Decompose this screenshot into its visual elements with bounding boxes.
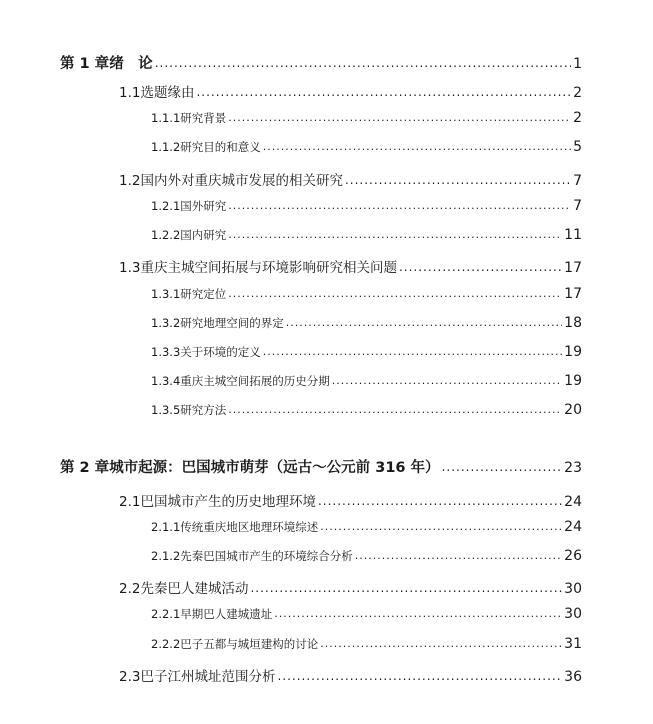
toc-dot-leader bbox=[155, 56, 571, 70]
toc-entry-title: 关于环境的定义 bbox=[180, 345, 261, 359]
toc-dot-leader bbox=[332, 374, 562, 387]
toc-subsection-entry[interactable] bbox=[151, 110, 582, 126]
toc-page-number: 30 bbox=[564, 606, 582, 622]
toc-dot-leader bbox=[228, 403, 562, 416]
toc-entry-title: 研究目的和意义 bbox=[180, 140, 261, 154]
toc-dot-leader bbox=[355, 549, 562, 562]
toc-dot-leader bbox=[196, 85, 571, 99]
toc-entry-number: 2.1.1 bbox=[151, 520, 181, 534]
toc-subsection-entry[interactable] bbox=[151, 139, 582, 155]
toc-subsection-entry[interactable] bbox=[151, 373, 582, 389]
toc-entry-title: 重庆主城空间拓展的历史分期 bbox=[180, 374, 330, 388]
toc-page-number: 1 bbox=[573, 56, 582, 72]
toc-entry-number: 1.3 bbox=[119, 260, 141, 276]
toc-subsection-entry[interactable] bbox=[151, 606, 582, 622]
toc-entry-number: 2.1 bbox=[119, 494, 141, 510]
toc-entry-number: 1.2.1 bbox=[151, 199, 181, 213]
toc-page-number: 7 bbox=[573, 173, 582, 189]
toc-dot-leader bbox=[345, 173, 571, 187]
toc-dot-leader bbox=[286, 316, 562, 329]
toc-entry-number: 1.3.5 bbox=[151, 403, 181, 417]
toc-entry-number: 1.3.1 bbox=[151, 287, 181, 301]
toc-dot-leader bbox=[263, 140, 571, 153]
toc-page-number: 17 bbox=[564, 260, 582, 276]
toc-subsection-entry[interactable] bbox=[151, 548, 582, 564]
toc-page-number: 2 bbox=[573, 110, 582, 126]
toc-section-entry[interactable] bbox=[119, 256, 582, 276]
toc-page-number: 23 bbox=[564, 460, 582, 476]
toc-entry-title: 先秦巴人建城活动 bbox=[140, 581, 249, 597]
toc-subsection-entry[interactable] bbox=[151, 227, 582, 243]
toc-page-number: 19 bbox=[564, 344, 582, 360]
toc-dot-leader bbox=[442, 460, 563, 474]
toc-entry-title: 传统重庆地区地理环境综述 bbox=[180, 520, 319, 534]
toc-entry-title: 早期巴人建城遗址 bbox=[180, 607, 273, 621]
toc-entry-title: 选题缘由 bbox=[140, 85, 195, 101]
toc-entry-title: 国内外对重庆城市发展的相关研究 bbox=[140, 173, 343, 189]
toc-page-number: 30 bbox=[564, 581, 582, 597]
toc-dot-leader bbox=[263, 345, 562, 358]
toc-entry-number: 第 1 章 bbox=[60, 56, 110, 72]
toc-entry-number: 1.2 bbox=[119, 173, 141, 189]
toc-entry-number: 2.1.2 bbox=[151, 549, 181, 563]
toc-entry-number: 2.2.2 bbox=[151, 637, 181, 651]
toc-entry-number: 第 2 章 bbox=[60, 460, 110, 476]
toc-entry-title: 国外研究 bbox=[180, 199, 227, 213]
toc-dot-leader bbox=[250, 581, 562, 595]
toc-page-number: 19 bbox=[564, 373, 582, 389]
toc-entry-title: 研究地理空间的界定 bbox=[180, 316, 284, 330]
toc-section-entry[interactable] bbox=[119, 577, 582, 597]
toc-page-number: 7 bbox=[573, 198, 582, 214]
toc-page-number: 36 bbox=[564, 669, 582, 685]
toc-entry-number: 1.2.2 bbox=[151, 228, 181, 242]
toc-subsection-entry[interactable] bbox=[151, 519, 582, 535]
toc-page-number: 5 bbox=[573, 139, 582, 155]
toc-page-number: 18 bbox=[564, 315, 582, 331]
toc-entry-number: 1.1 bbox=[119, 85, 141, 101]
toc-entry-title: 重庆主城空间拓展与环境影响研究相关问题 bbox=[140, 260, 397, 276]
toc-dot-leader bbox=[228, 287, 562, 300]
toc-entry-title: 城市起源：巴国城市萌芽（远古～公元前 316 年） bbox=[109, 460, 440, 476]
toc-entry-number: 1.3.2 bbox=[151, 316, 181, 330]
toc-page-number: 31 bbox=[564, 636, 582, 652]
toc-entry-number: 1.3.4 bbox=[151, 374, 181, 388]
toc-entry-title: 国内研究 bbox=[180, 228, 227, 242]
toc-subsection-entry[interactable] bbox=[151, 636, 582, 652]
toc-entry-number: 1.3.3 bbox=[151, 345, 181, 359]
toc-page-number: 24 bbox=[564, 494, 582, 510]
toc-entry-title: 巴国城市产生的历史地理环境 bbox=[140, 494, 316, 510]
toc-entry-number: 1.1.2 bbox=[151, 140, 181, 154]
toc-dot-leader bbox=[228, 228, 562, 241]
toc-section-entry[interactable] bbox=[119, 490, 582, 510]
toc-dot-leader bbox=[228, 199, 571, 212]
toc-entry-title: 绪 论 bbox=[109, 56, 153, 72]
toc-subsection-entry[interactable] bbox=[151, 315, 582, 331]
toc-dot-leader bbox=[274, 607, 562, 620]
toc-subsection-entry[interactable] bbox=[151, 198, 582, 214]
toc-entry-title: 巴子江州城址范围分析 bbox=[140, 669, 276, 685]
toc-dot-leader bbox=[399, 260, 562, 274]
toc-dot-leader bbox=[318, 494, 562, 508]
toc-entry-number: 2.2 bbox=[119, 581, 141, 597]
toc-entry-number: 2.2.1 bbox=[151, 607, 181, 621]
toc-chapter-entry[interactable] bbox=[60, 456, 582, 477]
toc-subsection-entry[interactable] bbox=[151, 344, 582, 360]
toc-page-number: 2 bbox=[573, 85, 582, 101]
toc-entry-title: 巴子五都与城垣建构的讨论 bbox=[180, 637, 319, 651]
toc-section-entry[interactable] bbox=[119, 81, 582, 101]
toc-entry-title: 研究定位 bbox=[180, 287, 227, 301]
toc-entry-title: 研究方法 bbox=[180, 403, 227, 417]
toc-entry-number: 2.3 bbox=[119, 669, 141, 685]
toc-dot-leader bbox=[320, 637, 562, 650]
toc-dot-leader bbox=[277, 669, 562, 683]
toc-section-entry[interactable] bbox=[119, 665, 582, 685]
toc-page-number: 17 bbox=[564, 286, 582, 302]
toc-page-number: 11 bbox=[564, 227, 582, 243]
toc-entry-title: 研究背景 bbox=[180, 111, 227, 125]
toc-page-number: 26 bbox=[564, 548, 582, 564]
toc-chapter-entry[interactable] bbox=[60, 52, 582, 73]
toc-page-number: 20 bbox=[564, 402, 582, 418]
toc-entry-title: 先秦巴国城市产生的环境综合分析 bbox=[180, 549, 353, 563]
toc-subsection-entry[interactable] bbox=[151, 402, 582, 418]
toc-section-entry[interactable] bbox=[119, 169, 582, 189]
toc-page-number: 24 bbox=[564, 519, 582, 535]
toc-dot-leader bbox=[320, 520, 562, 533]
toc-entry-number: 1.1.1 bbox=[151, 111, 181, 125]
toc-dot-leader bbox=[228, 111, 571, 124]
toc-subsection-entry[interactable] bbox=[151, 286, 582, 302]
